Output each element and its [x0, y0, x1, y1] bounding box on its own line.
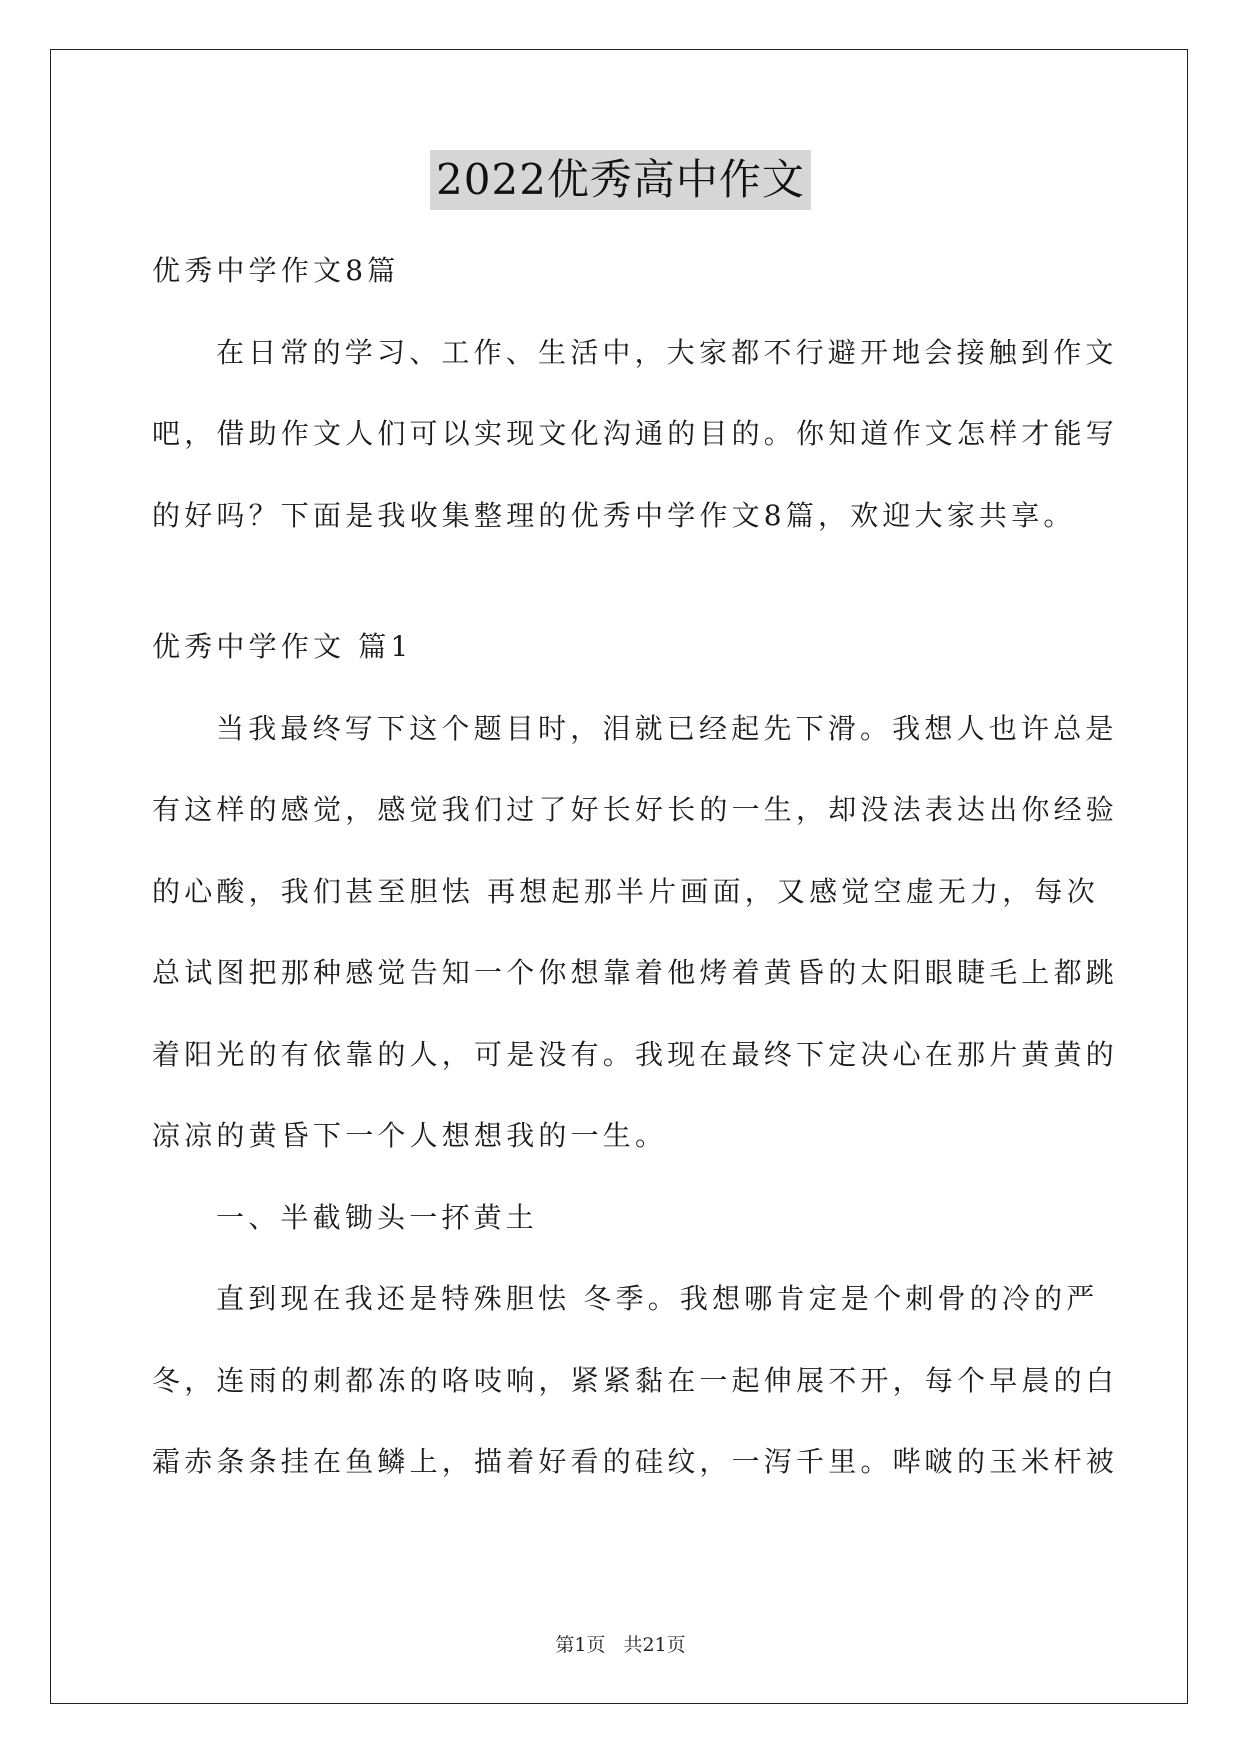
page-total: 共21页	[623, 1634, 686, 1656]
paragraph-line: 有这样的感觉，感觉我们过了好长好长的一生，却没法表达出你经验	[152, 793, 1119, 826]
title-container	[0, 150, 1241, 210]
paragraph-line: 直到现在我还是特殊胆怯 冬季。我想哪肯定是个刺骨的冷的严	[216, 1282, 1099, 1315]
paragraph-line: 凉凉的黄昏下一个人想想我的一生。	[152, 1119, 668, 1152]
paragraph-line: 吧，借助作文人们可以实现文化沟通的目的。你知道作文怎样才能写	[152, 417, 1119, 450]
subsection-heading: 一、半截锄头一抔黄土	[216, 1200, 539, 1234]
paragraph-line: 的心酸，我们甚至胆怯 再想起那半片画面，又感觉空虚无力，每次	[152, 874, 1099, 908]
paragraph-line: 在日常的学习、工作、生活中，大家都不行避开地会接触到作文	[216, 335, 1118, 369]
page-footer	[0, 1630, 1241, 1657]
paragraph-line: 冬，连雨的刺都冻的咯吱响，紧紧黏在一起伸展不开，每个早晨的白	[152, 1363, 1119, 1397]
paragraph-line: 的好吗？下面是我收集整理的优秀中学作文8篇，欢迎大家共享。	[152, 498, 1076, 532]
page-number: 第1页	[555, 1634, 606, 1656]
paragraph-gap	[152, 556, 1092, 606]
paragraph-line: 总试图把那种感觉告知一个你想靠着他烤着黄昏的太阳眼睫毛上都跳	[152, 956, 1119, 989]
paragraph-line: 当我最终写下这个题目时，泪就已经起先下滑。我想人也许总是	[216, 711, 1118, 745]
paragraph-line: 霜赤条条挂在鱼鳞上，描着好看的硅纹，一泻千里。哔啵的玉米杆被	[152, 1445, 1119, 1478]
section-heading: 优秀中学作文8篇	[152, 254, 400, 287]
document-body	[152, 230, 1119, 1503]
paragraph-line: 着阳光的有依靠的人，可是没有。我现在最终下定决心在那片黄黄的	[152, 1037, 1119, 1071]
document-title: 2022优秀高中作文	[430, 150, 811, 210]
section-heading: 优秀中学作文 篇1	[152, 630, 413, 663]
